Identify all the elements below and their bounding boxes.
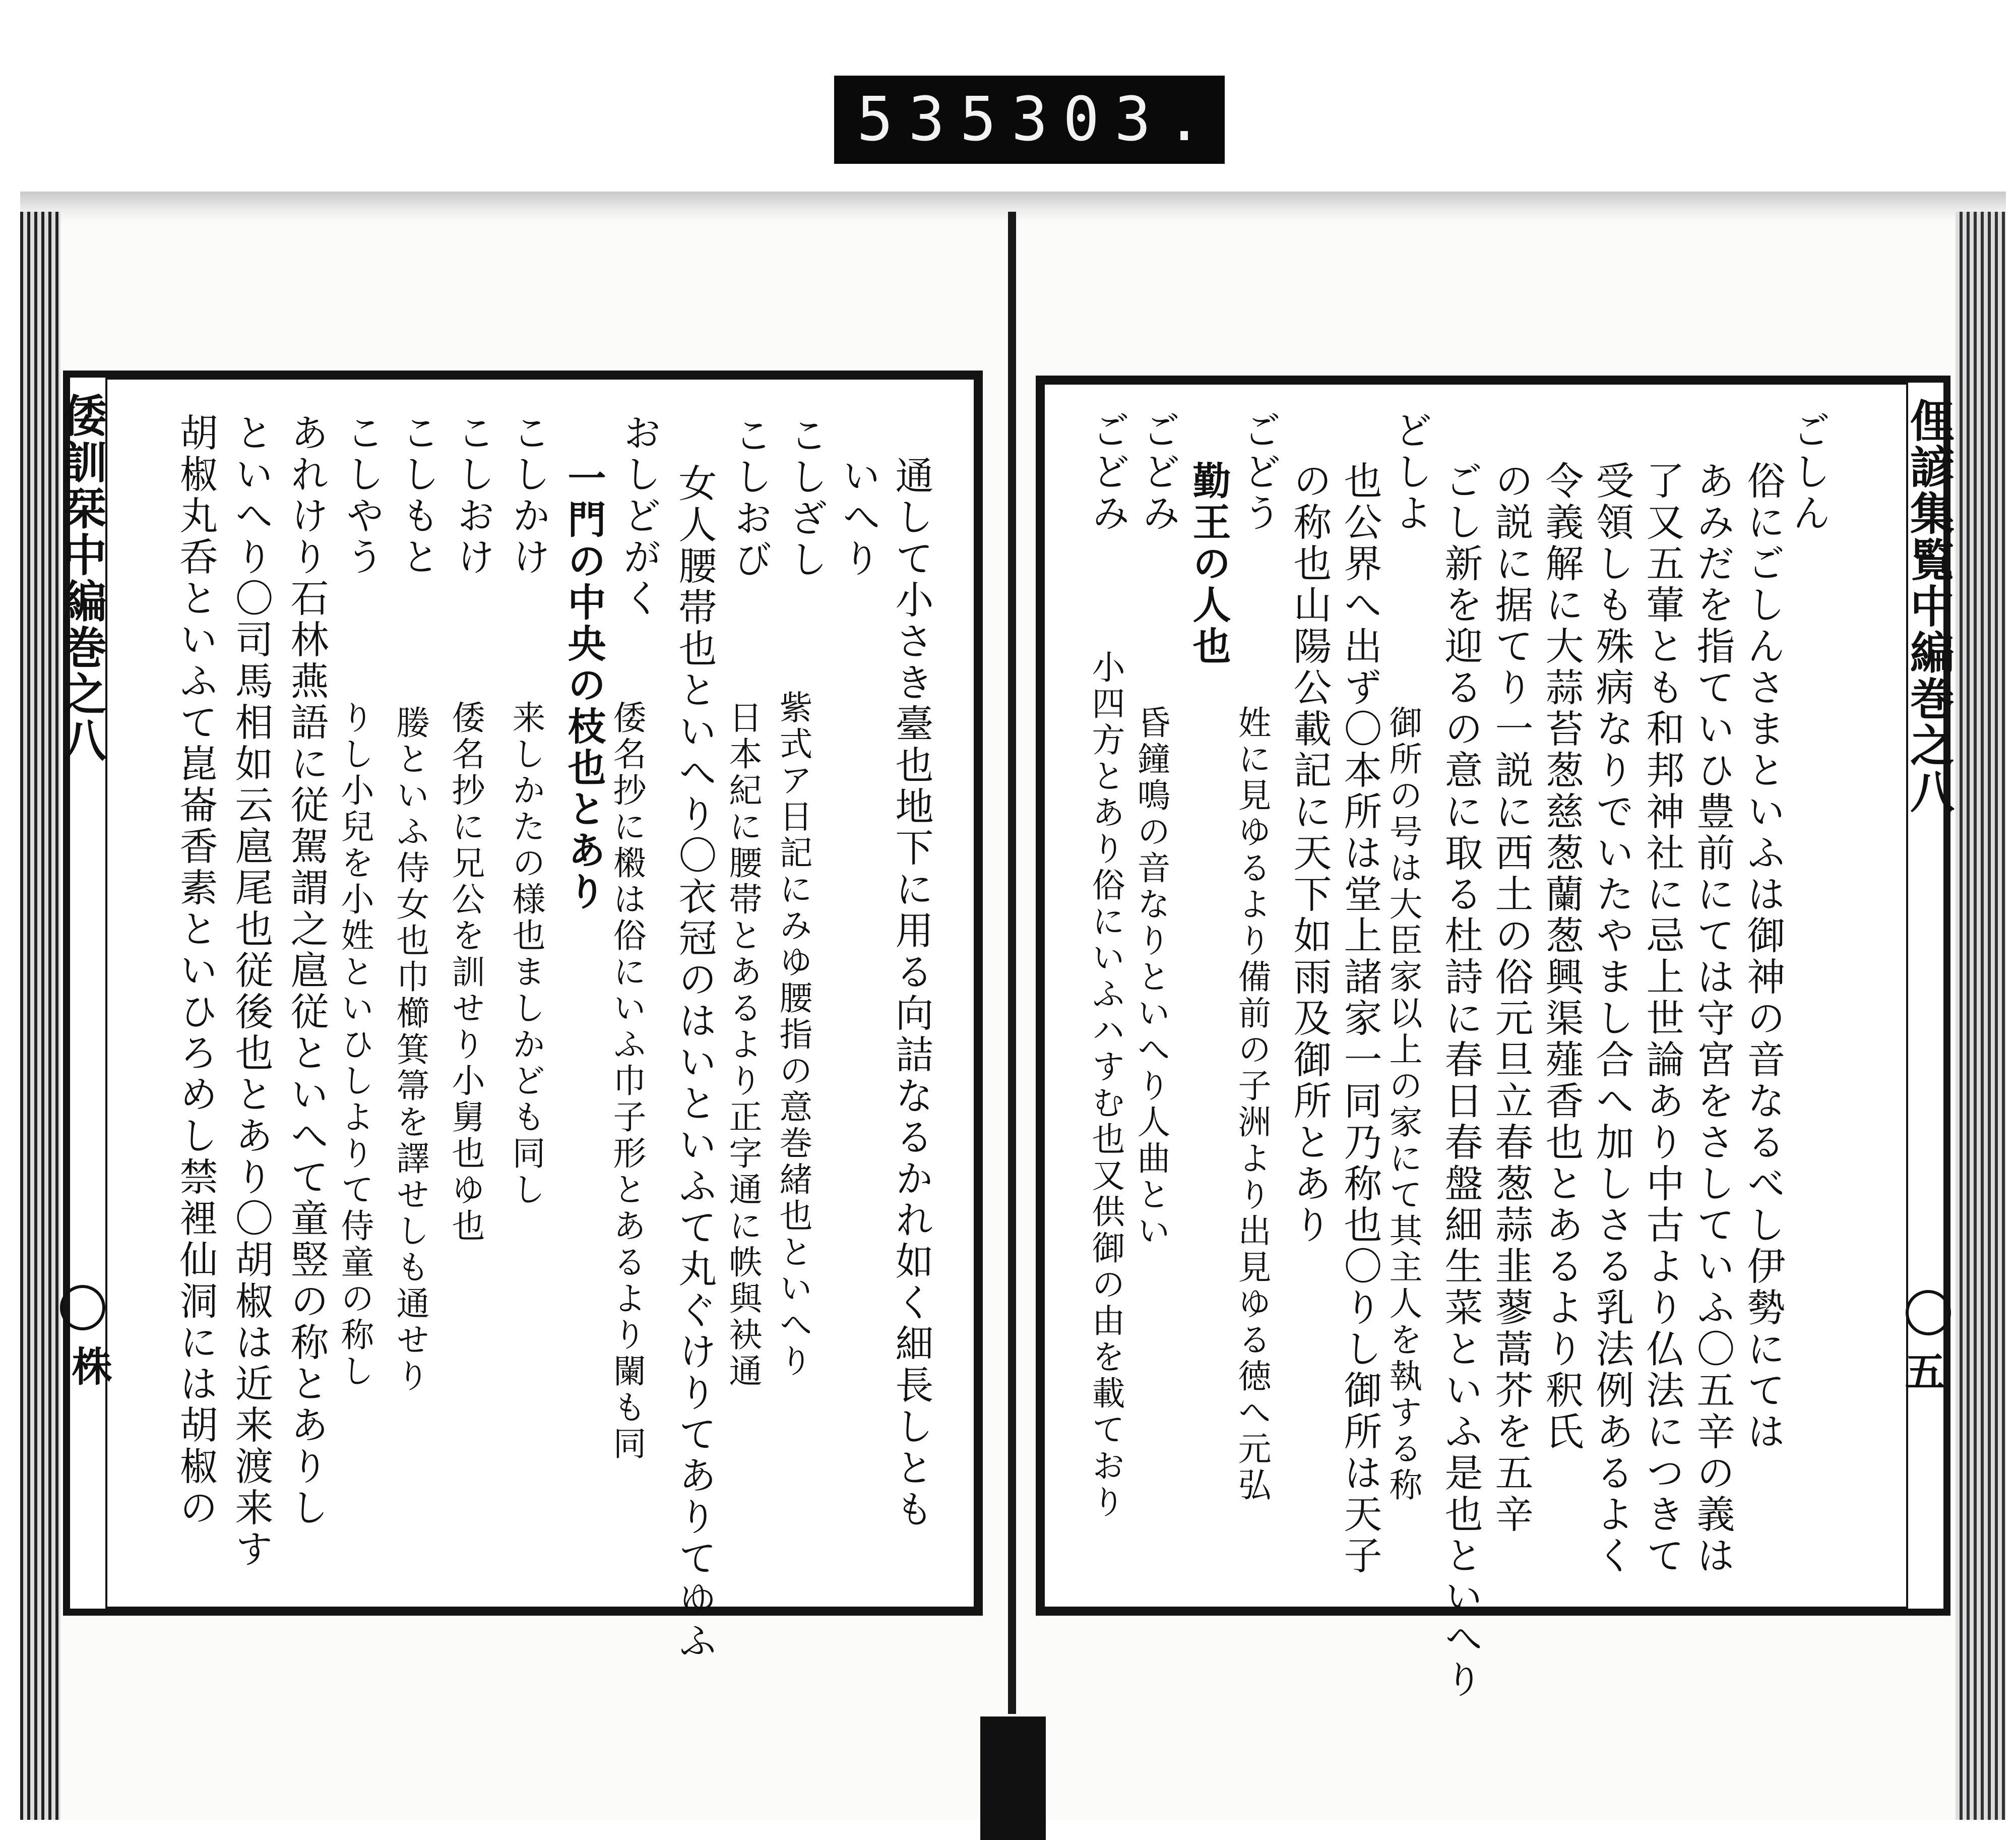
right-note-1: 御所の号は大臣家以上の家にて其主人を執する称 bbox=[1383, 705, 1422, 1504]
right-col-8: ごし新を迎るの意に取る杜詩に春日春盤細生菜といふ是也といへり bbox=[1438, 461, 1483, 1701]
left-col-5: 女人腰帯也といへり〇衣冠のはいといふて丸ぐけりてありてゆふ bbox=[672, 463, 717, 1662]
right-page-circle-mark bbox=[1906, 1290, 1951, 1335]
right-note-3: 昏鐘鳴の音なりといへり人曲とい bbox=[1131, 705, 1170, 1250]
left-col-4: こしおび bbox=[728, 415, 773, 581]
left-note-2: 日本紀に腰帯とあるより正字通に帙與袂通 bbox=[723, 700, 762, 1390]
right-note-2: 姓に見ゆるより備前の子洲より出見ゆる徳へ元弘 bbox=[1232, 705, 1271, 1504]
left-note-6: 媵といふ侍女也巾櫛箕箒を譯せしも通せり bbox=[391, 705, 429, 1395]
right-col-1: ごしん bbox=[1786, 410, 1831, 534]
right-note-4: 小四方とあり俗にいふハすむ也又供御の由を載ており bbox=[1086, 650, 1125, 1521]
right-col-12: ごどう bbox=[1237, 410, 1282, 534]
right-col-5: 受領しも殊病なりでいたやまし合へ加しさる乳法例あるよく bbox=[1590, 461, 1634, 1577]
right-col-10: 也公界へ出ず〇本所は堂上諸家一同乃称也〇りし御所は天子 bbox=[1338, 461, 1382, 1577]
right-col-15: ごどみ bbox=[1086, 410, 1130, 534]
left-col-14: 胡椒丸呑といふて崑崙香素といひろめし禁裡仙洞には胡椒の bbox=[173, 413, 218, 1529]
catalog-number-label bbox=[834, 76, 1225, 164]
right-col-6: 令義解に大蒜苔葱慈葱蘭葱興渠薤香也とあるより釈氏 bbox=[1539, 461, 1584, 1453]
right-col-9: どしよ bbox=[1388, 410, 1433, 534]
right-col-4: 了又五葷とも和邦神社に忌上世論あり中古より仏法につきて bbox=[1640, 461, 1685, 1577]
left-note-1: 紫式ア日記にみゆ腰指の意巻緒也といへり bbox=[774, 690, 812, 1380]
left-col-7: 一門の中央の枝也とあり bbox=[561, 458, 606, 913]
right-col-2: 俗にごしんさまといふは御神の音なるべし伊勢にては bbox=[1741, 461, 1786, 1453]
left-col-10: こしもと bbox=[395, 413, 440, 578]
catalog-number-right: 303. bbox=[1011, 85, 1218, 155]
right-col-7: の説に据てり一説に西土の俗元旦立春葱蒜韭蓼蒿芥を五辛 bbox=[1489, 461, 1534, 1536]
book-spine-line bbox=[1008, 212, 1016, 1714]
left-col-13: といへり〇司馬相如云扈尾也従後也とあり〇胡椒は近来渡来す bbox=[229, 413, 274, 1570]
left-col-8: こしかけ bbox=[506, 413, 551, 578]
right-page-frame bbox=[1036, 376, 1956, 1701]
right-col-3: あみだを指ていひ豊前にては守宮をさしていふ〇五辛の義は bbox=[1690, 461, 1735, 1577]
right-col-13: 勤王の人也 bbox=[1186, 461, 1231, 667]
left-col-6: おしどがく bbox=[617, 413, 662, 620]
left-note-3: 倭名抄に樧は俗にいふ巾子形とあるより闌も同 bbox=[607, 700, 646, 1462]
left-col-11: こしやう bbox=[340, 413, 385, 578]
left-col-1: 通して小さき臺也地下に用る向詰なるかれ如く細長しとも bbox=[889, 456, 934, 1530]
right-page-edge bbox=[1956, 212, 2006, 1820]
right-col-11: の称也山陽公載記に天下如雨及御所とあり bbox=[1287, 461, 1332, 1246]
left-page-title-strip: 倭訓栞中編巻之八 bbox=[55, 393, 108, 764]
left-note-4: 来しかたの様也ましかども同し bbox=[507, 700, 545, 1208]
right-col-14: ごどみ bbox=[1136, 410, 1181, 534]
left-page-side-mark: 株 bbox=[65, 1345, 112, 1388]
left-col-12: あれけり石林燕語に従駕謂之扈従といへて童竪の称とありし bbox=[284, 413, 329, 1529]
left-col-2: いへり bbox=[836, 456, 881, 580]
right-page-side-mark: 五 bbox=[1898, 1351, 1945, 1393]
left-page-frame bbox=[55, 371, 983, 1662]
right-page-title-strip: 俚諺集覧中編巻之八 bbox=[1903, 398, 1956, 815]
left-page-circle-mark bbox=[60, 1285, 105, 1330]
left-col-3: こしざし bbox=[783, 415, 828, 581]
left-col-9: こしおけ bbox=[451, 413, 495, 578]
catalog-number-left: 535 bbox=[857, 85, 1012, 155]
left-note-5: 倭名抄に兄公を訓せり小舅也ゆ也 bbox=[446, 700, 485, 1245]
left-note-7: りし小兒を小姓といひしよりて侍童の称し bbox=[335, 700, 374, 1390]
spine-tab bbox=[980, 1716, 1046, 1840]
